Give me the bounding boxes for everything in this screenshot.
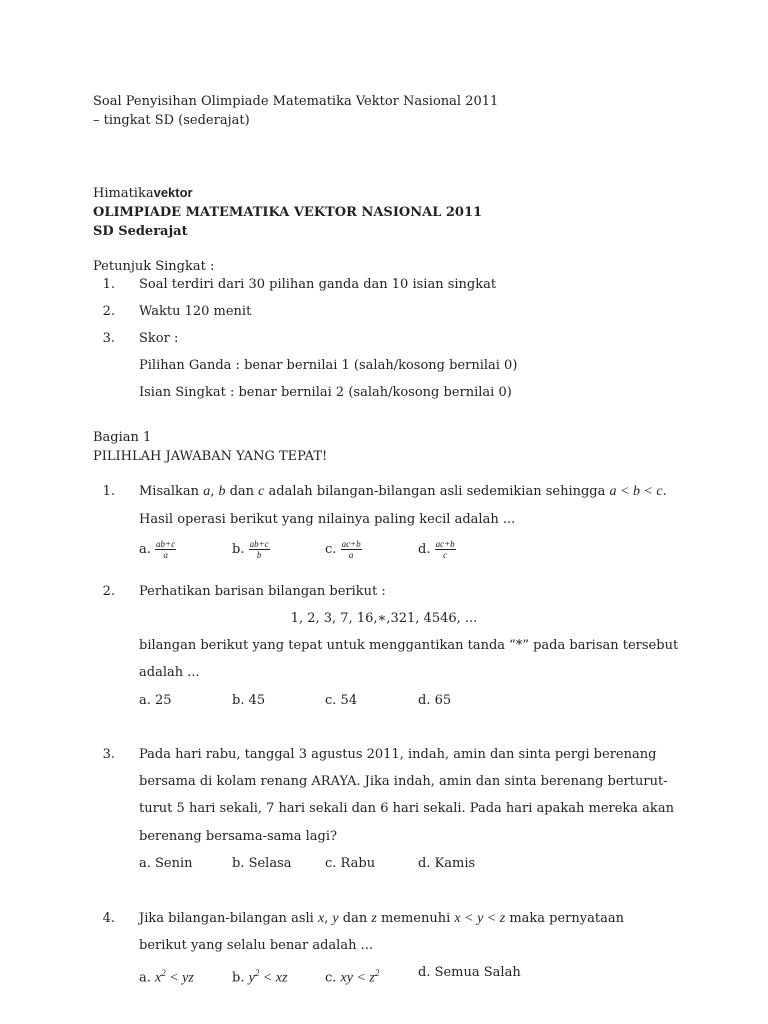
option-b[interactable]: b. 45 bbox=[232, 693, 266, 708]
option-label: a. bbox=[139, 970, 156, 986]
score-multiple-choice: Pilihan Ganda : benar bernilai 1 (salah/kosong bernilai 0) bbox=[139, 358, 518, 373]
math-expr: xy < z bbox=[340, 970, 375, 986]
question-text-line2: Hasil operasi berikut yang nilainya paling kecil adalah ... bbox=[139, 512, 516, 527]
math-inequality: x < y < z bbox=[454, 911, 506, 926]
option-d[interactable] bbox=[418, 964, 521, 982]
question-text-line2: bilangan berikut yang tepat untuk menggantikan tanda “*” pada barisan tersebut bbox=[139, 638, 679, 653]
instruction-number: 3. bbox=[102, 331, 115, 346]
math-var: y bbox=[332, 911, 339, 926]
question-text: Perhatikan barisan bilangan berikut : bbox=[139, 584, 386, 599]
instruction-text: Soal terdiri dari 30 pilihan ganda dan 10 isian singkat bbox=[139, 277, 497, 292]
math-sup: 2 bbox=[374, 968, 380, 978]
math-var: b bbox=[218, 484, 226, 499]
option-c[interactable]: c. Rabu bbox=[325, 856, 376, 871]
math-sup: 2 bbox=[254, 968, 260, 978]
option-d[interactable] bbox=[418, 539, 456, 560]
option-label: d. bbox=[418, 542, 431, 557]
option-b[interactable]: b. Selasa bbox=[232, 856, 292, 871]
org-prefix: Himatika bbox=[93, 186, 154, 201]
olympiad-level: SD Sederajat bbox=[93, 224, 188, 239]
section-name: Bagian 1 bbox=[93, 430, 152, 445]
option-c[interactable] bbox=[325, 964, 379, 987]
question-number: 1. bbox=[102, 484, 115, 499]
instruction-text: Skor : bbox=[139, 331, 179, 346]
question-number: 2. bbox=[102, 584, 115, 599]
question-text-line4: berenang bersama-sama lagi? bbox=[139, 829, 337, 844]
text-span: , bbox=[210, 484, 219, 499]
question-number: 3. bbox=[102, 747, 115, 762]
text-span: Jika bilangan-bilangan asli bbox=[139, 911, 318, 926]
option-d[interactable]: d. 65 bbox=[418, 693, 452, 708]
text-span: , bbox=[324, 911, 333, 926]
text-span: Misalkan bbox=[139, 484, 204, 499]
header-subtitle: – tingkat SD (sederajat) bbox=[93, 113, 250, 128]
denominator: a bbox=[163, 550, 168, 560]
text-span: memenuhi bbox=[376, 911, 455, 926]
math-var: x bbox=[317, 911, 325, 926]
fraction bbox=[155, 539, 176, 560]
denominator: b bbox=[256, 550, 262, 560]
option-label: c. bbox=[325, 970, 341, 986]
question-text bbox=[139, 483, 667, 501]
text-span: . bbox=[662, 484, 667, 499]
question-text-line3: turut 5 hari sekali, 7 hari sekali dan 6 hari sekali. Pada hari apakah mereka akan bbox=[139, 801, 674, 816]
instructions-heading: Petunjuk Singkat : bbox=[93, 259, 215, 274]
option-c[interactable] bbox=[325, 539, 362, 560]
instruction-text: Waktu 120 menit bbox=[139, 304, 252, 319]
denominator: c bbox=[443, 550, 448, 560]
math-inequality: a < b < c bbox=[609, 484, 663, 499]
instruction-number: 2. bbox=[102, 304, 115, 319]
option-a[interactable]: a. Senin bbox=[139, 856, 193, 871]
math-expr: < xz bbox=[259, 970, 288, 986]
option-label: c. bbox=[325, 542, 337, 557]
math-var: a bbox=[203, 484, 211, 499]
option-label: b. bbox=[232, 970, 249, 986]
text-span: dan bbox=[225, 484, 259, 499]
fraction bbox=[435, 539, 456, 560]
math-var: c bbox=[258, 484, 265, 499]
option-label: b. bbox=[232, 542, 245, 557]
question-text-line3: adalah ... bbox=[139, 665, 200, 680]
denominator: a bbox=[348, 550, 354, 560]
question-text-line2: bersama di kolam renang ARAYA. Jika indah, amin dan sinta berenang berturut- bbox=[139, 774, 668, 789]
option-b[interactable] bbox=[232, 964, 287, 987]
org-suffix: vektor bbox=[153, 185, 193, 200]
number-sequence: 1, 2, 3, 7, 16,∗,321, 4546, ... bbox=[290, 611, 478, 626]
option-b[interactable] bbox=[232, 539, 270, 560]
question-number: 4. bbox=[102, 911, 115, 926]
numerator: ac+b bbox=[435, 539, 455, 549]
option-a[interactable] bbox=[139, 539, 176, 560]
fraction bbox=[341, 539, 362, 560]
numerator: ab+c bbox=[249, 539, 269, 549]
text-span: maka pernyataan bbox=[505, 911, 624, 926]
option-d[interactable]: d. Kamis bbox=[418, 856, 476, 871]
numerator: ab+c bbox=[156, 539, 176, 549]
math-expr: y bbox=[248, 970, 255, 986]
header-title: Soal Penyisihan Olimpiade Matematika Vektor Nasional 2011 bbox=[93, 94, 499, 109]
section-instruction: PILIHLAH JAWABAN YANG TEPAT! bbox=[93, 449, 328, 464]
org-name bbox=[93, 184, 193, 203]
olympiad-title: OLIMPIADE MATEMATIKA VEKTOR NASIONAL 2011 bbox=[93, 205, 483, 220]
option-c[interactable]: c. 54 bbox=[325, 693, 358, 708]
math-expr: x bbox=[155, 970, 162, 986]
math-sup: 2 bbox=[161, 968, 166, 978]
math-var: z bbox=[371, 911, 377, 926]
numerator: ac+b bbox=[341, 539, 361, 549]
option-label: d. Semua Salah bbox=[418, 965, 521, 980]
question-text: Pada hari rabu, tanggal 3 agustus 2011, indah, amin dan sinta pergi berenang bbox=[139, 747, 657, 762]
question-text-line2: berikut yang selalu benar adalah ... bbox=[139, 938, 373, 953]
instruction-number: 1. bbox=[102, 277, 115, 292]
option-a[interactable]: a. 25 bbox=[139, 693, 172, 708]
option-a[interactable] bbox=[139, 964, 194, 987]
fraction bbox=[249, 539, 270, 560]
text-span: adalah bilangan-bilangan asli sedemikian sehingga bbox=[264, 484, 610, 499]
score-short-answer: Isian Singkat : benar bernilai 2 (salah/kosong bernilai 0) bbox=[139, 385, 512, 400]
option-label: a. bbox=[139, 542, 151, 557]
text-span: dan bbox=[338, 911, 372, 926]
question-text bbox=[139, 910, 624, 928]
math-expr: < yz bbox=[165, 970, 194, 986]
